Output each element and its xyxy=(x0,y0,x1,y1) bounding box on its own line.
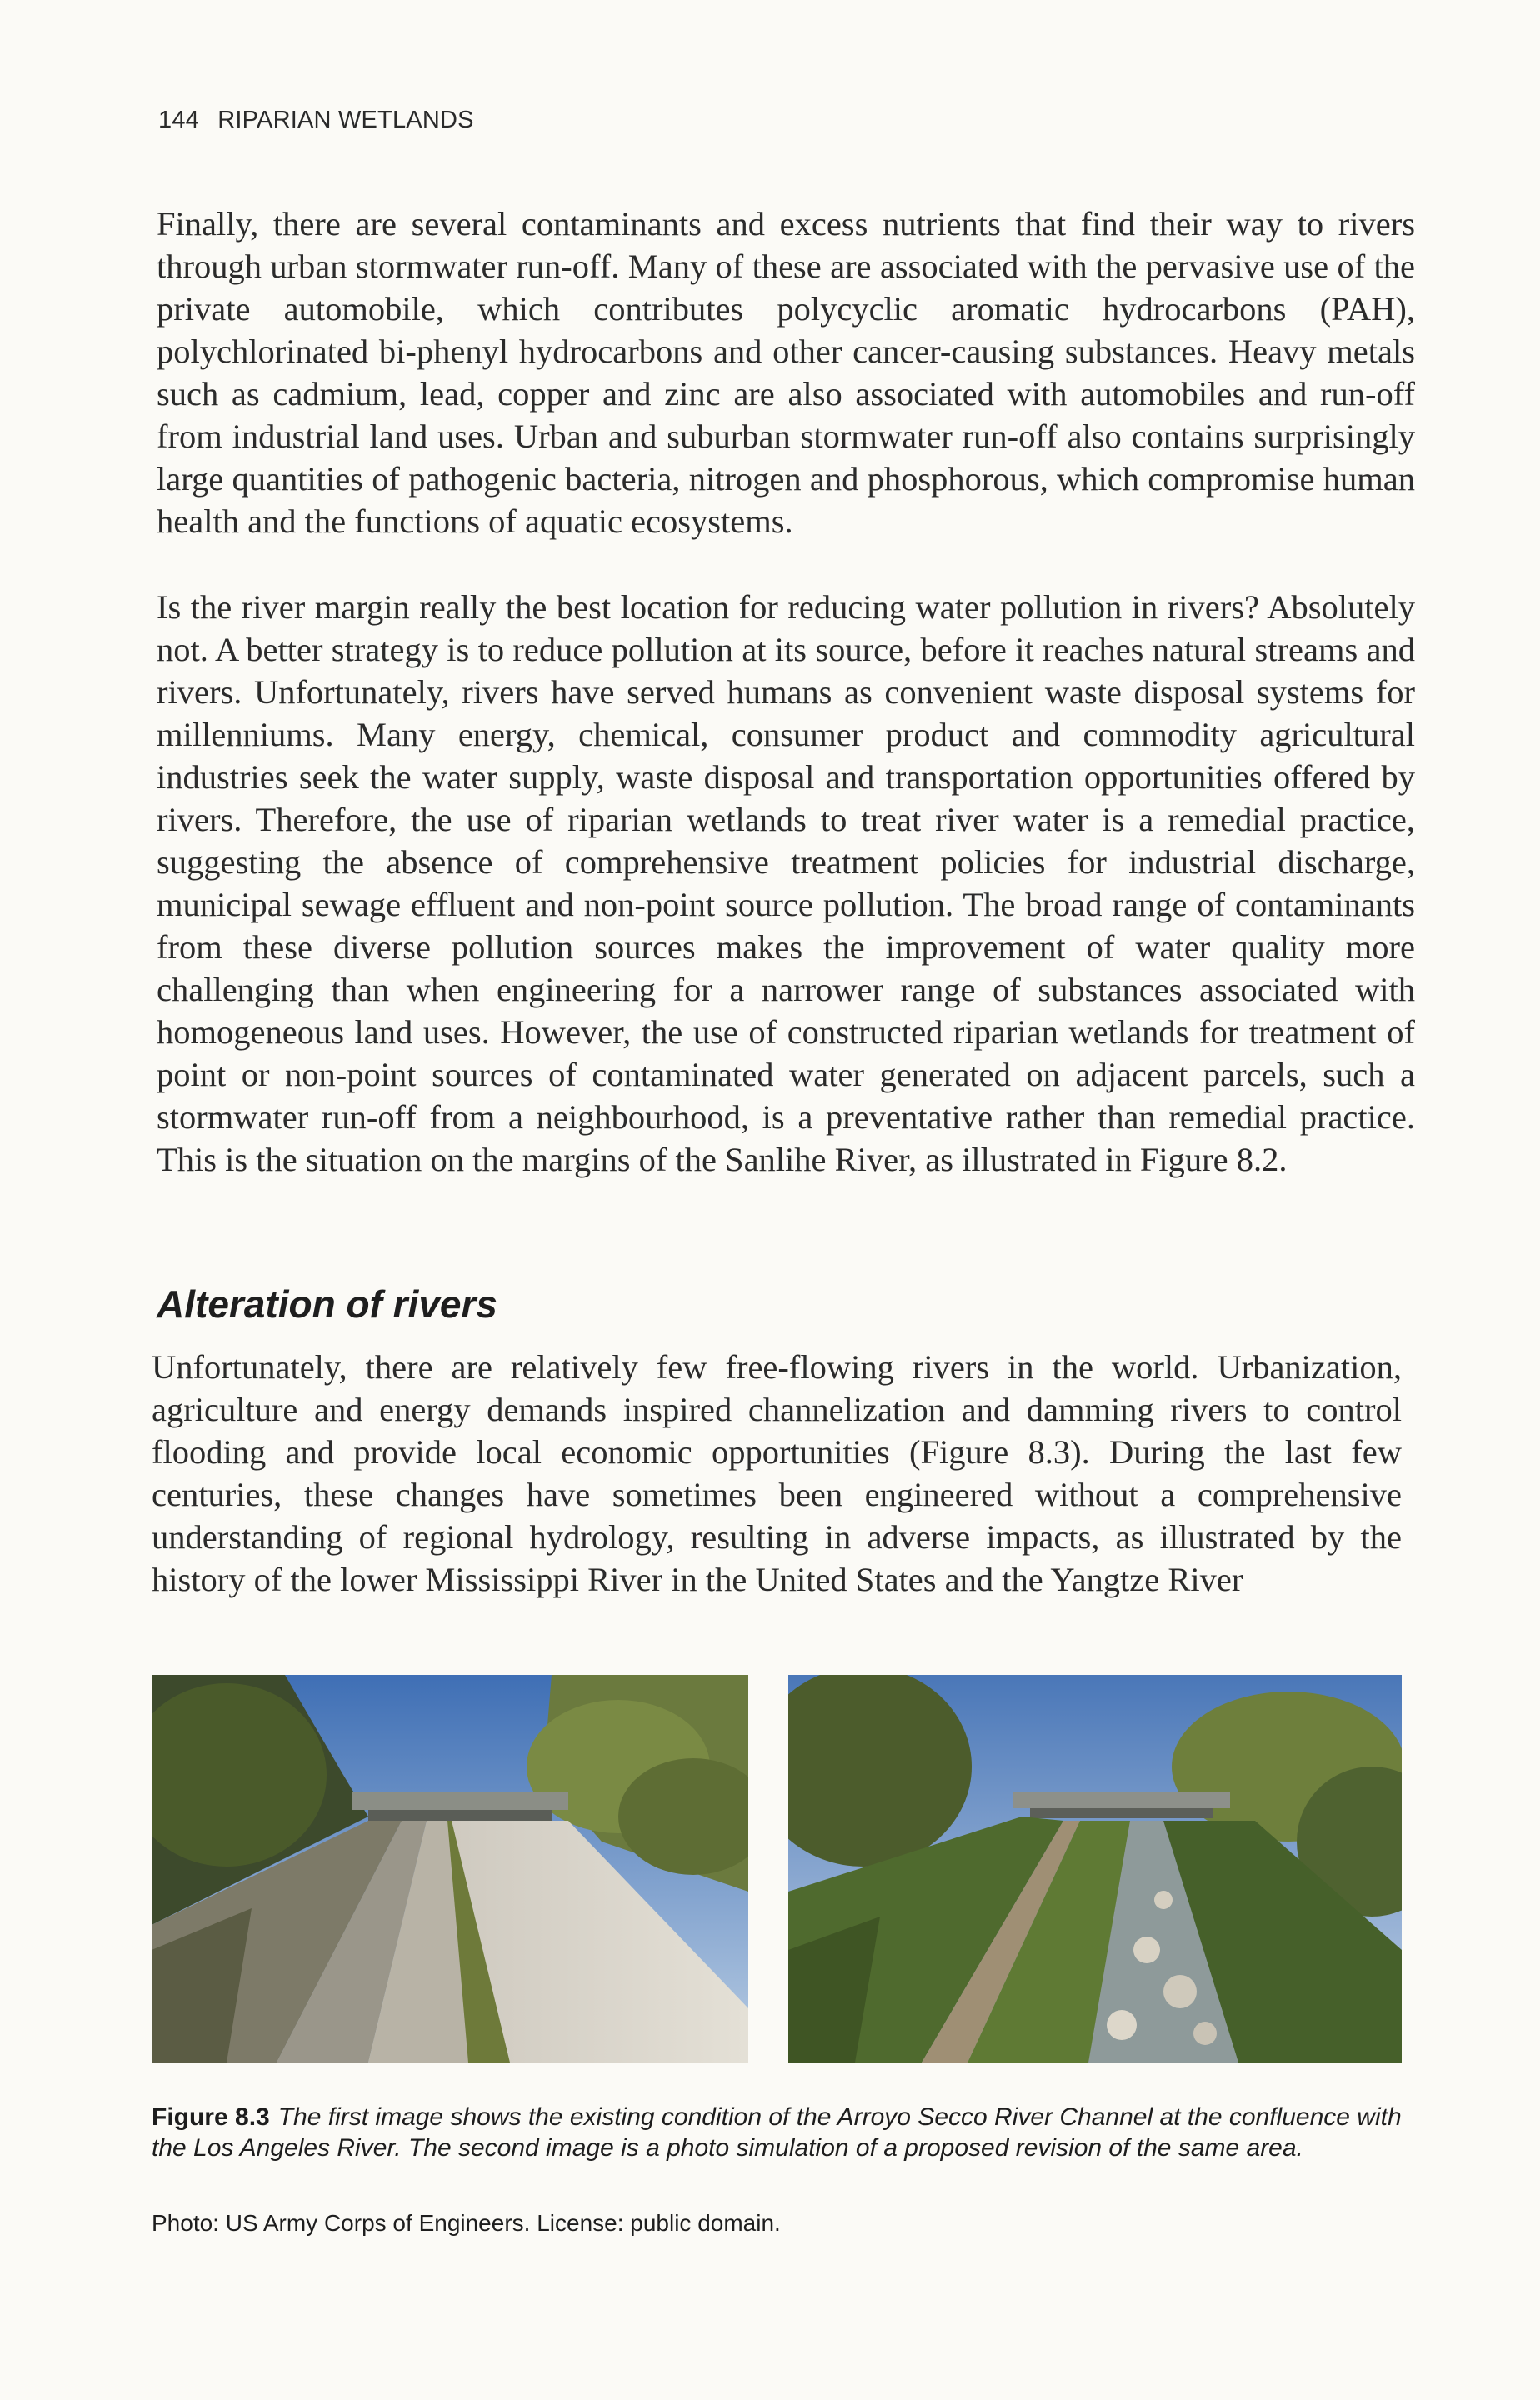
section-heading: Alteration of rivers xyxy=(157,1282,498,1326)
body-paragraph-1 xyxy=(157,202,1415,542)
paragraph-text: Unfortunately, there are relatively few free-flowing rivers in the world. Urbanization, agriculture and energy demands inspired channelization and damming rivers to control flooding and provide local economic opportunities (Figure 8.3). During the last few centuries, these changes have sometimes been engineered without a comprehensive understanding of regional hydrology, resulting in adverse impacts, as illustrated by the history of the lower Mississippi River in the United States and the Yangtze River xyxy=(152,1348,1402,1598)
figure-caption xyxy=(152,2102,1402,2163)
body-paragraph-2 xyxy=(157,586,1415,1181)
running-title: RIPARIAN WETLANDS xyxy=(218,107,474,133)
restored-river-simulation-photo xyxy=(788,1675,1402,2062)
paragraph-text: Is the river margin really the best location for reducing water pollution in rivers? Absolutely not. A better strategy is to reduce pollution at its source, before it reaches natural streams and rivers. Unfortunately, rivers have served humans as convenient waste disposal systems for millenniums. Many energy, chemical, consumer product and commodity agricultural industries seek the water supply, waste disposal and transportation opportunities offered by rivers. Therefore, the use of riparian wetlands to treat river water is a remedial practice, suggesting the absence of comprehensive treatment policies for industrial discharge, municipal sewage effluent and non-point source pollution. The broad range of contaminants from these diverse pollution sources makes the improvement of water quality more challenging than when engineering for a narrower range of substances associated with homogeneous land uses. However, the use of constructed riparian wetlands for treatment of point or non-point sources of contaminated water generated on adjacent parcels, such a stormwater run-off from a neighbourhood, is a preventative rather than remedial practice. This is the situation on the margins of the Sanlihe River, as illustrated in Figure 8.2. xyxy=(157,588,1415,1178)
photo-credit: Photo: US Army Corps of Engineers. License: public domain. xyxy=(152,2210,781,2236)
running-header xyxy=(158,107,474,134)
body-paragraph-3 xyxy=(152,1346,1402,1601)
figure-label: Figure 8.3 xyxy=(152,2103,270,2131)
existing-channel-photo xyxy=(152,1675,748,2062)
figure-caption-text: The first image shows the existing condition of the Arroyo Secco River Channel at the confluence with the Los Angeles River. The second image is a photo simulation of a proposed revision of the same area. xyxy=(152,2103,1402,2162)
page-number: 144 xyxy=(158,107,199,133)
paragraph-text: Finally, there are several contaminants and excess nutrients that find their way to rivers through urban stormwater run-off. Many of these are associated with the pervasive use of the private automobile, which contributes polycyclic aromatic hydrocarbons (PAH), polychlorinated bi-phenyl hydrocarbons and other cancer-causing substances. Heavy metals such as cadmium, lead, copper and zinc are also associated with automobiles and run-off from industrial land uses. Urban and suburban stormwater run-off also contains surprisingly large quantities of pathogenic bacteria, nitrogen and phosphorous, which compromise human health and the functions of aquatic ecosystems. xyxy=(157,205,1415,540)
